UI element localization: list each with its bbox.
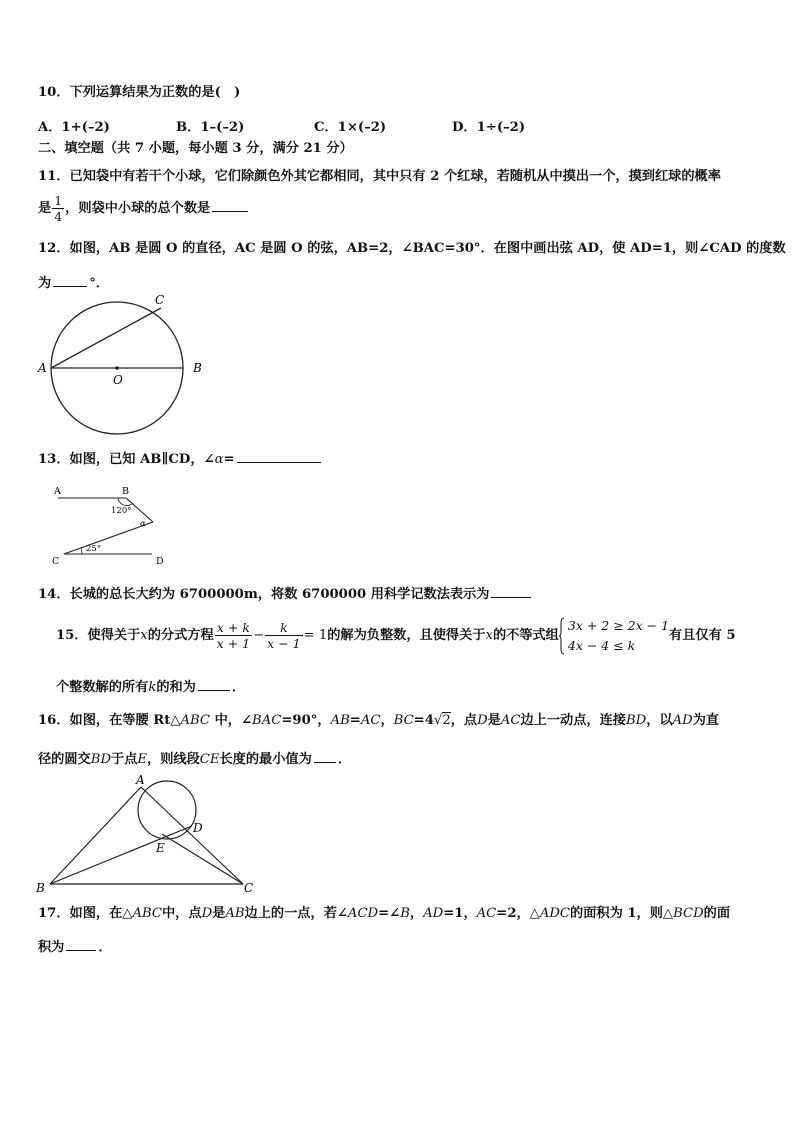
q12-center-dot (115, 366, 119, 370)
q16-triangle-figure (32, 770, 262, 895)
q16-label-c: C (244, 881, 254, 895)
q17-t10: 的面 (703, 906, 731, 921)
q15-mid2: 的解为负整数，且使得关于 (327, 628, 486, 643)
q15-fraction-2 (265, 620, 302, 651)
q16-sqrt-arg: 2 (442, 713, 451, 728)
q17-ab: AB (225, 906, 245, 921)
q16-bc: BC (393, 713, 414, 728)
q17-t6: ， (409, 906, 424, 921)
q17-abc: ABC (132, 906, 162, 921)
q16-side-ac (141, 787, 243, 884)
q16-side-ab (50, 787, 141, 884)
q17-line1 (38, 905, 730, 923)
q15-line1 (56, 614, 736, 658)
q16-ac: AC (360, 713, 381, 728)
q13-parallel-figure (48, 480, 178, 570)
q17-t1: 17．如图，在△ (38, 906, 133, 921)
q16-t11: 为直 (692, 713, 720, 728)
q12-label-o: O (113, 373, 123, 387)
q16-t6: =4 (413, 713, 434, 728)
q16-abc: ABC (180, 713, 211, 728)
q17-t9: 的面积为 1，则△ (570, 906, 674, 921)
q17-t8: =2，△ (496, 906, 540, 921)
q13-label-120: 120° (111, 506, 132, 516)
q16-e: E (137, 752, 148, 767)
q17-t4: 边上的一点，若∠ (244, 906, 348, 921)
q15-line2 (56, 676, 245, 697)
q16-t14: ，则线段 (147, 752, 200, 767)
q17-d: D (201, 906, 213, 921)
q16-t13: 于点 (111, 752, 138, 767)
q16-sqrt: √2 (433, 713, 451, 728)
q17-adc: ADC (539, 906, 571, 921)
q16-t16: ． (337, 752, 351, 767)
q11-answer-blank[interactable] (212, 197, 248, 212)
q10-option-a: A．1+(–2) (38, 120, 110, 135)
q17-t12: ． (98, 940, 112, 955)
q13-label-25: 25° (86, 544, 102, 554)
q13-label-a: A (54, 486, 61, 497)
q17-t5: =∠ (378, 906, 401, 921)
q11-fraction (52, 193, 64, 224)
q15-f1-num: x + k (215, 620, 252, 636)
q16-ad: AD (672, 713, 693, 728)
q17-line2 (38, 936, 112, 957)
q17-t7: =1， (443, 906, 477, 921)
q16-t15: 长度的最小值为 (219, 752, 312, 767)
q11-line2 (38, 192, 250, 226)
q13-label-d: D (156, 556, 164, 567)
q15-ineq-1: 3x + 2 ≥ 2x − 1 (567, 617, 670, 633)
q16-bd: BD (625, 713, 647, 728)
q13-label-b: B (122, 486, 129, 497)
q15-answer-blank[interactable] (198, 676, 230, 691)
q10-option-c: C．1×(–2) (314, 120, 387, 135)
q17-acd: ACD (347, 906, 379, 921)
q16-t12: 径的圆交 (38, 752, 91, 767)
q16-ab: AB (330, 713, 350, 728)
q15-inequality-system (559, 616, 669, 656)
q12-answer-blank[interactable] (53, 272, 87, 287)
q16-line2 (38, 748, 351, 769)
q16-d: D (477, 713, 488, 728)
q15-mid1: 的分式方程 (147, 628, 214, 643)
q16-label-e: E (156, 841, 165, 855)
q14-stem (38, 583, 533, 604)
q17-b: B (400, 906, 410, 921)
q17-ad: AD (423, 906, 444, 921)
q12-label-b: B (193, 361, 202, 375)
q14-text: 14．长城的总长大约为 6700000m，将数 6700000 用科学记数法表示为 (38, 587, 490, 602)
q16-circle (138, 781, 196, 839)
q17-ac: AC (476, 906, 497, 921)
q12-label-c: C (155, 293, 165, 307)
q12-pre: 为 (38, 276, 52, 291)
q15-brace (559, 617, 565, 655)
q15-f1-den: x + 1 (216, 636, 251, 651)
q15-f2-num: k (265, 620, 302, 636)
q16-t3: =90°， (281, 713, 331, 728)
q13-arc-25 (81, 548, 82, 554)
q17-answer-blank[interactable] (66, 936, 96, 951)
q16-t2: 中，∠ (210, 713, 253, 728)
q13-alpha: α (214, 452, 224, 467)
q13-label-alpha: α (140, 519, 146, 529)
q11-post: ，则袋中小球的总个数是 (65, 201, 211, 216)
section-title: 二、填空题（共 7 小题，每小题 3 分，满分 21 分） (38, 141, 353, 156)
q16-answer-blank[interactable] (314, 748, 336, 763)
q16-t10: ，以 (646, 713, 673, 728)
q16-t8: 是 (487, 713, 501, 728)
q15-line2-post: 的和为 (156, 680, 196, 695)
q16-t5: ， (380, 713, 394, 728)
q16-bac: BAC (252, 713, 282, 728)
q15-fraction-1 (215, 620, 252, 651)
q16-label-b: B (36, 881, 45, 895)
q16-t7: ，点 (450, 713, 478, 728)
q13-answer-blank[interactable] (237, 448, 321, 463)
q16-t1: 16．如图，在等腰 Rt△ (38, 713, 181, 728)
q12-post: °． (89, 276, 109, 291)
q15-mid3: 的不等式组 (492, 628, 559, 643)
q15-k: k (148, 680, 157, 695)
q17-t11: 积为 (38, 940, 65, 955)
q15-pre: 15．使得关于 (56, 628, 141, 643)
q15-eq1: = 1 (303, 628, 328, 643)
q15-end: ． (231, 680, 246, 695)
q16-bd2: BD (90, 752, 112, 767)
q16-label-a: A (136, 773, 145, 787)
q11-line1: 11．已知袋中有若干个小球，它们除颜色外其它都相同，其中只有 2 个红球，若随机从中摸出一个，摸到红球的概率 (38, 169, 721, 184)
q15-line2-pre: 个整数解的所有 (56, 680, 149, 695)
q12-line1: 12．如图，AB 是圆 O 的直径，AC 是圆 O 的弦，AB=2，∠BAC=30°．在图中画出弦 AD，使 AD=1，则∠CAD 的度数 (38, 241, 786, 256)
q16-t4: = (349, 713, 361, 728)
q11-pre: 是 (38, 201, 52, 216)
q15-post: 有且仅有 5 (669, 628, 736, 643)
q13-text: 13．如图，已知 AB∥CD，∠ (38, 452, 215, 467)
q15-x1: x (140, 628, 148, 643)
q10-option-b: B．1–(–2) (176, 120, 245, 135)
q15-x2: x (485, 628, 493, 643)
q11-frac-den: 4 (54, 209, 63, 224)
q13-stem (38, 448, 323, 469)
q17-bcd: BCD (673, 906, 704, 921)
q15-minus: − (253, 628, 265, 643)
q11-frac-num: 1 (54, 193, 63, 208)
q15-f2-den: x − 1 (267, 636, 301, 651)
q16-t9: 边上一动点，连接 (520, 713, 626, 728)
q16-segment-ce (162, 834, 243, 884)
q12-circle-figure (34, 290, 214, 440)
q13-eq: = (223, 452, 235, 467)
q16-ce: CE (199, 752, 220, 767)
q16-ac2: AC (500, 713, 521, 728)
q13-label-c: C (52, 556, 60, 567)
q12-label-a: A (38, 361, 47, 375)
q12-chord-ac (51, 308, 161, 368)
q14-answer-blank[interactable] (491, 583, 531, 598)
q16-segment-bd (50, 826, 192, 884)
q15-ineq-2: 4x − 4 ≤ k (567, 637, 636, 653)
q10-stem: 10．下列运算结果为正数的是( ) (38, 85, 241, 100)
q17-t3: 是 (212, 906, 226, 921)
q10-option-d: D．1÷(–2) (452, 120, 526, 135)
q16-line1 (38, 712, 719, 730)
q17-t2: 中，点 (162, 906, 202, 921)
q16-label-d: D (193, 821, 203, 835)
